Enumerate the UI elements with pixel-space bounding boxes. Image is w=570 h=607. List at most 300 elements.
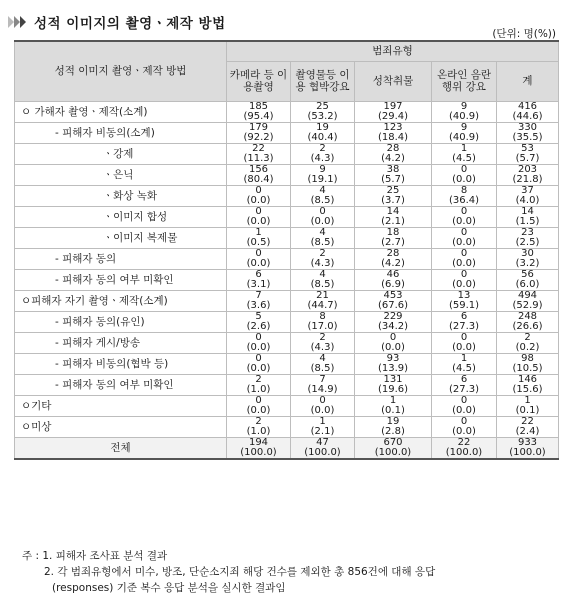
value-cell	[432, 206, 497, 227]
count-value: 93	[386, 352, 400, 364]
percent-value: (3.2)	[515, 257, 540, 269]
percent-value: (0.0)	[246, 362, 271, 374]
percent-value: (2.4)	[515, 425, 540, 437]
percent-value: (4.5)	[452, 362, 476, 374]
value-cell	[291, 353, 355, 374]
value-cell	[291, 227, 355, 248]
value-cell	[291, 416, 355, 437]
value-cell	[497, 101, 559, 122]
count-value: 0	[460, 331, 468, 343]
table-row	[15, 290, 559, 311]
count-value: 0	[389, 331, 397, 343]
count-value: 19	[386, 415, 400, 427]
count-value: 0	[319, 394, 326, 406]
percent-value: (52.9)	[512, 299, 543, 311]
row-label: ㅇ피해자 자기 촬영ㆍ제작(소계)	[15, 290, 227, 311]
count-value: 330	[517, 121, 538, 133]
count-value: 1	[319, 415, 326, 427]
value-cell	[432, 227, 497, 248]
percent-value: (17.0)	[307, 320, 338, 332]
value-cell	[497, 290, 559, 311]
percent-value: (40.4)	[307, 131, 338, 143]
row-label: - 피해자 비동의(협박 등)	[15, 353, 227, 374]
value-cell	[497, 416, 559, 437]
value-cell	[355, 101, 432, 122]
percent-value: (27.3)	[448, 320, 480, 332]
value-cell	[497, 395, 559, 416]
value-cell	[291, 143, 355, 164]
value-cell	[432, 332, 497, 353]
percent-value: (0.0)	[246, 257, 271, 269]
value-cell	[497, 227, 559, 248]
value-cell	[497, 248, 559, 269]
count-value: 2	[255, 415, 262, 427]
value-cell	[497, 374, 559, 395]
percent-value: (11.3)	[243, 152, 274, 164]
row-label: - 피해자 동의(유인)	[15, 311, 227, 332]
percent-value: (95.4)	[243, 110, 274, 122]
percent-value: (0.0)	[452, 341, 476, 353]
percent-value: (0.0)	[246, 341, 271, 353]
percent-value: (4.3)	[310, 152, 335, 164]
percent-value: (0.0)	[381, 341, 405, 353]
percent-value: (10.5)	[512, 362, 543, 374]
percent-value: (8.5)	[310, 278, 335, 290]
value-cell	[291, 437, 355, 459]
percent-value: (8.5)	[310, 236, 335, 248]
value-cell	[355, 332, 432, 353]
column-header: 카메라 등 이용촬영	[227, 61, 291, 101]
row-label: ㅇ미상	[15, 416, 227, 437]
value-cell	[432, 164, 497, 185]
value-cell	[355, 185, 432, 206]
value-cell	[355, 122, 432, 143]
value-cell	[497, 185, 559, 206]
percent-value: (19.6)	[377, 383, 409, 395]
value-cell	[291, 332, 355, 353]
row-label: - 피해자 동의 여부 미확인	[15, 269, 227, 290]
value-cell	[355, 395, 432, 416]
count-value: 146	[517, 373, 538, 385]
value-cell	[355, 164, 432, 185]
percent-value: (0.0)	[452, 236, 476, 248]
column-header: 온라인 음란행위 강요	[432, 61, 497, 101]
table-row	[15, 269, 559, 290]
value-cell	[355, 374, 432, 395]
count-value: 25	[386, 184, 400, 196]
value-cell	[497, 143, 559, 164]
count-value: 14	[521, 205, 534, 217]
value-cell	[497, 164, 559, 185]
count-value: 23	[521, 226, 534, 238]
count-value: 6	[460, 310, 468, 322]
value-cell	[432, 248, 497, 269]
count-value: 0	[255, 205, 262, 217]
value-cell	[432, 374, 497, 395]
count-value: 2	[319, 247, 326, 259]
table-row	[15, 206, 559, 227]
value-cell	[291, 311, 355, 332]
count-value: 2	[319, 142, 326, 154]
table-row	[15, 143, 559, 164]
value-cell	[355, 143, 432, 164]
column-header: 계	[497, 61, 559, 101]
percent-value: (14.9)	[307, 383, 338, 395]
percent-value: (18.4)	[377, 131, 409, 143]
value-cell	[227, 248, 291, 269]
row-label: ㅇ 가해자 촬영ㆍ제작(소계)	[15, 101, 227, 122]
table-row	[15, 227, 559, 248]
percent-value: (4.3)	[310, 341, 335, 353]
value-cell	[227, 101, 291, 122]
percent-value: (100.0)	[240, 446, 277, 458]
count-value: 0	[460, 268, 468, 280]
table-row	[15, 101, 559, 122]
count-value: 0	[255, 394, 262, 406]
percent-value: (0.0)	[452, 278, 476, 290]
count-value: 203	[517, 163, 538, 175]
percent-value: (2.1)	[381, 215, 405, 227]
row-label: ㅇ기타	[15, 395, 227, 416]
count-value: 7	[319, 373, 326, 385]
column-header: 성착취물	[355, 61, 432, 101]
note-2: 2. 각 범죄유형에서 미수, 방조, 단순소지죄 해당 건수를 제외한 총 856건에 대해 응답	[44, 566, 436, 578]
percent-value: (1.0)	[246, 425, 271, 437]
table-row	[15, 122, 559, 143]
count-value: 6	[460, 373, 468, 385]
table-row	[15, 185, 559, 206]
percent-value: (2.5)	[515, 236, 540, 248]
value-cell	[355, 353, 432, 374]
value-cell	[355, 311, 432, 332]
row-label: ㆍ은닉	[15, 164, 227, 185]
count-value: 0	[255, 184, 262, 196]
count-value: 6	[255, 268, 262, 280]
note-1: 주 : 1. 피해자 조사표 분석 결과	[22, 550, 168, 562]
count-value: 123	[383, 121, 403, 133]
count-value: 13	[457, 289, 471, 301]
value-cell	[227, 206, 291, 227]
notes	[22, 548, 435, 596]
count-value: 2	[255, 373, 262, 385]
column-header: 촬영물등 이용 협박강요	[291, 61, 355, 101]
value-cell	[497, 311, 559, 332]
count-value: 1	[389, 394, 397, 406]
count-value: 670	[383, 436, 403, 448]
value-cell	[497, 269, 559, 290]
value-cell	[497, 332, 559, 353]
count-value: 0	[460, 163, 468, 175]
count-value: 1	[460, 352, 468, 364]
percent-value: (1.0)	[246, 383, 271, 395]
value-cell	[432, 122, 497, 143]
count-value: 22	[457, 436, 471, 448]
count-value: 28	[386, 142, 400, 154]
count-value: 8	[460, 184, 468, 196]
percent-value: (1.5)	[515, 215, 540, 227]
value-cell	[227, 374, 291, 395]
value-cell	[291, 122, 355, 143]
value-cell	[291, 185, 355, 206]
count-value: 4	[319, 226, 326, 238]
count-value: 2	[524, 331, 531, 343]
value-cell	[355, 206, 432, 227]
percent-value: (15.6)	[512, 383, 543, 395]
row-label: - 피해자 동의 여부 미확인	[15, 374, 227, 395]
percent-value: (4.2)	[381, 152, 405, 164]
percent-value: (92.2)	[243, 131, 274, 143]
count-value: 4	[319, 184, 326, 196]
percent-value: (0.0)	[452, 215, 476, 227]
percent-value: (100.0)	[509, 446, 546, 458]
percent-value: (29.4)	[377, 110, 409, 122]
value-cell	[227, 416, 291, 437]
value-cell	[355, 437, 432, 459]
table-row	[15, 416, 559, 437]
value-cell	[432, 185, 497, 206]
value-cell	[227, 227, 291, 248]
value-cell	[227, 437, 291, 459]
percent-value: (2.1)	[310, 425, 335, 437]
value-cell	[227, 143, 291, 164]
value-cell	[355, 290, 432, 311]
percent-value: (59.1)	[448, 299, 480, 311]
count-value: 9	[460, 100, 468, 112]
row-label: ㆍ강제	[15, 143, 227, 164]
value-cell	[497, 437, 559, 459]
count-value: 47	[316, 436, 329, 448]
row-label: - 피해자 게시/방송	[15, 332, 227, 353]
percent-value: (2.8)	[381, 425, 405, 437]
count-value: 18	[386, 226, 400, 238]
value-cell	[432, 437, 497, 459]
count-value: 0	[460, 247, 468, 259]
count-value: 25	[316, 100, 329, 112]
count-value: 14	[386, 205, 400, 217]
percent-value: (3.1)	[246, 278, 271, 290]
count-value: 197	[383, 100, 403, 112]
percent-value: (100.0)	[304, 446, 341, 458]
percent-value: (0.0)	[452, 257, 476, 269]
percent-value: (40.9)	[448, 131, 480, 143]
value-cell	[355, 227, 432, 248]
value-cell	[291, 290, 355, 311]
table-row	[15, 332, 559, 353]
percent-value: (35.5)	[512, 131, 543, 143]
count-value: 37	[521, 184, 534, 196]
count-value: 5	[255, 310, 262, 322]
percent-value: (0.0)	[452, 425, 476, 437]
count-value: 131	[383, 373, 403, 385]
count-value: 179	[248, 121, 269, 133]
percent-value: (40.9)	[448, 110, 480, 122]
table-row	[15, 395, 559, 416]
value-cell	[432, 311, 497, 332]
value-cell	[355, 248, 432, 269]
percent-value: (8.5)	[310, 362, 335, 374]
count-value: 4	[319, 268, 326, 280]
group-header: 범죄유형	[227, 41, 559, 61]
count-value: 19	[316, 121, 329, 133]
percent-value: (4.3)	[310, 257, 335, 269]
count-value: 494	[517, 289, 538, 301]
value-cell	[432, 143, 497, 164]
row-label: - 피해자 비동의(소계)	[15, 122, 227, 143]
value-cell	[291, 269, 355, 290]
unit-label: (단위: 명(%))	[492, 28, 556, 40]
percent-value: (3.6)	[246, 299, 271, 311]
value-cell	[291, 395, 355, 416]
table-row	[15, 374, 559, 395]
value-cell	[497, 206, 559, 227]
value-cell	[291, 164, 355, 185]
count-value: 9	[319, 163, 326, 175]
row-label-header: 성적 이미지 촬영ㆍ제작 방법	[15, 41, 227, 101]
count-value: 4	[319, 352, 326, 364]
data-table	[14, 40, 559, 460]
percent-value: (21.8)	[512, 173, 543, 185]
value-cell	[291, 248, 355, 269]
count-value: 22	[521, 415, 534, 427]
row-label: ㆍ이미지 합성	[15, 206, 227, 227]
row-label: 전체	[15, 437, 227, 459]
value-cell	[497, 353, 559, 374]
value-cell	[432, 395, 497, 416]
count-value: 7	[255, 289, 262, 301]
value-cell	[227, 353, 291, 374]
table-row	[15, 311, 559, 332]
percent-value: (0.0)	[452, 404, 476, 416]
value-cell	[291, 101, 355, 122]
percent-value: (100.0)	[374, 446, 412, 458]
table-row	[15, 437, 559, 459]
percent-value: (0.0)	[246, 215, 271, 227]
percent-value: (67.6)	[377, 299, 409, 311]
triple-chevron-icon	[8, 16, 30, 28]
count-value: 1	[255, 226, 262, 238]
count-value: 28	[386, 247, 400, 259]
table-row	[15, 353, 559, 374]
count-value: 0	[460, 226, 468, 238]
title-row	[8, 12, 226, 32]
percent-value: (34.2)	[377, 320, 409, 332]
percent-value: (19.1)	[307, 173, 338, 185]
percent-value: (0.0)	[246, 194, 271, 206]
percent-value: (36.4)	[448, 194, 480, 206]
percent-value: (3.7)	[381, 194, 405, 206]
value-cell	[227, 122, 291, 143]
percent-value: (0.1)	[515, 404, 540, 416]
count-value: 0	[460, 394, 468, 406]
count-value: 185	[248, 100, 269, 112]
value-cell	[227, 311, 291, 332]
percent-value: (100.0)	[445, 446, 483, 458]
value-cell	[432, 101, 497, 122]
percent-value: (2.6)	[246, 320, 271, 332]
table-body	[15, 101, 559, 459]
percent-value: (6.0)	[515, 278, 540, 290]
percent-value: (5.7)	[515, 152, 540, 164]
percent-value: (44.7)	[307, 299, 338, 311]
row-label: ㆍ이미지 복제물	[15, 227, 227, 248]
value-cell	[432, 269, 497, 290]
percent-value: (0.1)	[381, 404, 405, 416]
percent-value: (44.6)	[512, 110, 543, 122]
percent-value: (0.0)	[310, 215, 335, 227]
count-value: 38	[386, 163, 400, 175]
value-cell	[355, 269, 432, 290]
value-cell	[227, 395, 291, 416]
count-value: 53	[521, 142, 534, 154]
count-value: 248	[517, 310, 538, 322]
value-cell	[355, 416, 432, 437]
percent-value: (2.7)	[381, 236, 405, 248]
count-value: 9	[460, 121, 468, 133]
count-value: 8	[319, 310, 326, 322]
row-label: - 피해자 동의	[15, 248, 227, 269]
percent-value: (6.9)	[381, 278, 405, 290]
count-value: 30	[521, 247, 534, 259]
percent-value: (80.4)	[243, 173, 274, 185]
percent-value: (0.0)	[452, 173, 476, 185]
percent-value: (4.2)	[381, 257, 405, 269]
value-cell	[291, 374, 355, 395]
count-value: 1	[524, 394, 531, 406]
value-cell	[432, 353, 497, 374]
value-cell	[432, 290, 497, 311]
count-value: 98	[521, 352, 534, 364]
percent-value: (0.0)	[310, 404, 335, 416]
value-cell	[497, 122, 559, 143]
count-value: 156	[248, 163, 269, 175]
percent-value: (4.0)	[515, 194, 540, 206]
note-2-continued: (responses) 기준 복수 응답 분석을 실시한 결과임	[52, 582, 286, 594]
count-value: 22	[252, 142, 265, 154]
row-label: ㆍ화상 녹화	[15, 185, 227, 206]
count-value: 933	[517, 436, 538, 448]
table-row	[15, 248, 559, 269]
count-value: 0	[255, 352, 262, 364]
percent-value: (0.5)	[246, 236, 271, 248]
percent-value: (53.2)	[307, 110, 338, 122]
count-value: 0	[255, 247, 262, 259]
percent-value: (4.5)	[452, 152, 476, 164]
count-value: 229	[383, 310, 403, 322]
value-cell	[432, 416, 497, 437]
count-value: 0	[460, 415, 468, 427]
percent-value: (27.3)	[448, 383, 480, 395]
value-cell	[227, 185, 291, 206]
count-value: 416	[517, 100, 538, 112]
percent-value: (13.9)	[377, 362, 409, 374]
count-value: 453	[383, 289, 403, 301]
value-cell	[291, 206, 355, 227]
percent-value: (0.2)	[515, 341, 540, 353]
percent-value: (8.5)	[310, 194, 335, 206]
count-value: 1	[460, 142, 468, 154]
percent-value: (0.0)	[246, 404, 271, 416]
value-cell	[227, 269, 291, 290]
count-value: 0	[460, 205, 468, 217]
count-value: 194	[248, 436, 269, 448]
count-value: 0	[255, 331, 262, 343]
table-row	[15, 164, 559, 185]
value-cell	[227, 290, 291, 311]
page-title: 성적 이미지의 촬영ㆍ제작 방법	[34, 16, 226, 32]
percent-value: (5.7)	[381, 173, 405, 185]
count-value: 46	[386, 268, 400, 280]
value-cell	[227, 164, 291, 185]
